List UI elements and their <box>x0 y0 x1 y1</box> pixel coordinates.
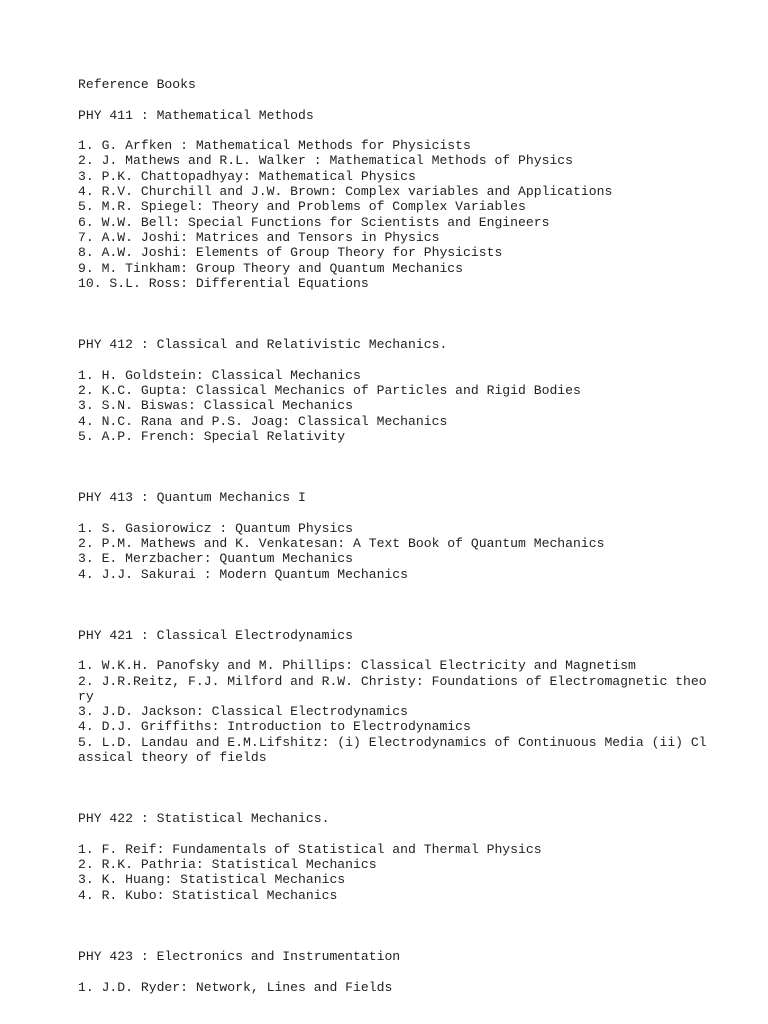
spacer <box>78 903 758 949</box>
reference-item: 5. A.P. French: Special Relativity <box>78 428 346 444</box>
document-heading: Reference Books <box>78 77 196 92</box>
spacer <box>78 964 758 979</box>
spacer <box>78 92 758 107</box>
section-title-phy411: PHY 411 : Mathematical Methods <box>78 107 314 123</box>
reference-item: 2. J.R.Reitz, F.J. Milford and R.W. Christy: Foundations of Electromagnetic theo <box>78 673 707 689</box>
reference-item: 6. W.W. Bell: Special Functions for Scientists and Engineers <box>78 214 550 230</box>
section-title-phy413: PHY 413 : Quantum Mechanics I <box>78 490 306 506</box>
reference-item: 4. N.C. Rana and P.S. Joag: Classical Mechanics <box>78 413 448 429</box>
reference-item: 9. M. Tinkham: Group Theory and Quantum Mechanics <box>78 260 464 276</box>
reference-item: 2. K.C. Gupta: Classical Mechanics of Particles and Rigid Bodies <box>78 382 581 398</box>
reference-item: 1. H. Goldstein: Classical Mechanics <box>78 367 361 383</box>
section-title-phy423: PHY 423 : Electronics and Instrumentation <box>78 948 401 964</box>
reference-item: 1. J.D. Ryder: Network, Lines and Fields <box>78 979 393 995</box>
reference-item: 3. P.K. Chattopadhyay: Mathematical Physics <box>78 168 416 184</box>
reference-item: 3. J.D. Jackson: Classical Electrodynamics <box>78 704 409 720</box>
spacer <box>78 582 758 628</box>
document-page <box>78 77 758 995</box>
spacer <box>78 291 758 337</box>
reference-item: ry <box>78 688 94 704</box>
reference-item: 4. R. Kubo: Statistical Mechanics <box>78 887 338 903</box>
section-title-phy422: PHY 422 : Statistical Mechanics. <box>78 811 330 827</box>
reference-item: 3. E. Merzbacher: Quantum Mechanics <box>78 551 354 567</box>
spacer <box>78 643 758 658</box>
reference-item: 3. K. Huang: Statistical Mechanics <box>78 872 346 888</box>
spacer <box>78 123 758 138</box>
spacer <box>78 352 758 367</box>
reference-item: 8. A.W. Joshi: Elements of Group Theory for Physicists <box>78 245 503 261</box>
reference-item: 7. A.W. Joshi: Matrices and Tensors in Physics <box>78 229 440 245</box>
reference-item: 1. F. Reif: Fundamentals of Statistical and Thermal Physics <box>78 841 542 857</box>
reference-item: 1. S. Gasiorowicz : Quantum Physics <box>78 520 354 536</box>
reference-item: 5. L.D. Landau and E.M.Lifshitz: (i) Electrodynamics of Continuous Media (ii) Cl <box>78 734 707 750</box>
spacer <box>78 827 758 842</box>
section-title-phy412: PHY 412 : Classical and Relativistic Mechanics. <box>78 337 448 353</box>
spacer <box>78 444 758 490</box>
reference-item: 2. J. Mathews and R.L. Walker : Mathematical Methods of Physics <box>78 153 574 169</box>
reference-item: 1. G. Arfken : Mathematical Methods for Physicists <box>78 138 471 154</box>
reference-item: 2. P.M. Mathews and K. Venkatesan: A Text Book of Quantum Mechanics <box>78 535 605 551</box>
reference-item: 4. J.J. Sakurai : Modern Quantum Mechanics <box>78 566 409 582</box>
reference-item: 10. S.L. Ross: Differential Equations <box>78 275 369 291</box>
reference-item: assical theory of fields <box>78 750 267 766</box>
spacer <box>78 765 758 811</box>
spacer <box>78 505 758 520</box>
reference-item: 4. D.J. Griffiths: Introduction to Electrodynamics <box>78 719 471 735</box>
section-title-phy421: PHY 421 : Classical Electrodynamics <box>78 627 354 643</box>
reference-item: 4. R.V. Churchill and J.W. Brown: Complex variables and Applications <box>78 184 613 200</box>
reference-item: 2. R.K. Pathria: Statistical Mechanics <box>78 857 377 873</box>
reference-item: 1. W.K.H. Panofsky and M. Phillips: Classical Electricity and Magnetism <box>78 658 636 674</box>
reference-item: 5. M.R. Spiegel: Theory and Problems of Complex Variables <box>78 199 526 215</box>
reference-item: 3. S.N. Biswas: Classical Mechanics <box>78 398 354 414</box>
